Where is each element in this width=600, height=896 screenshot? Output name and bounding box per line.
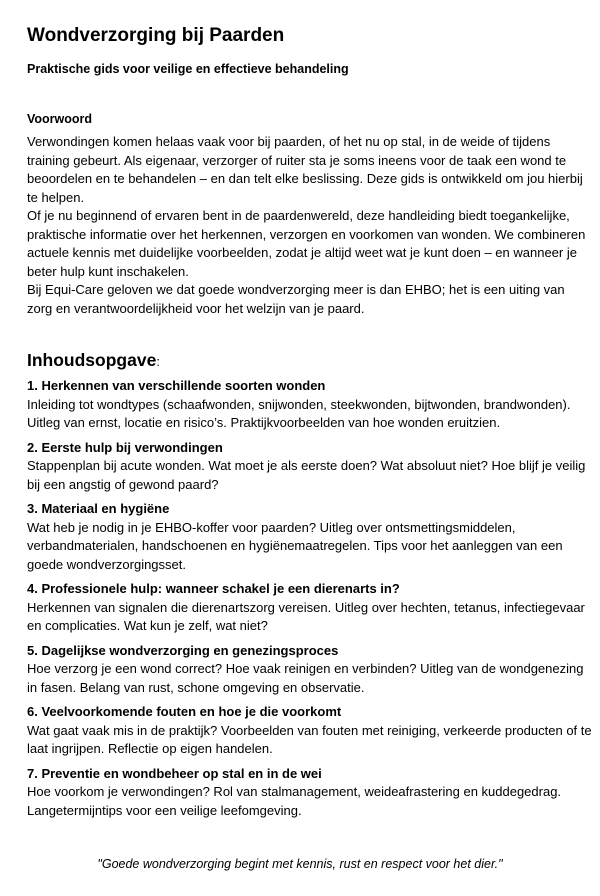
document-subtitle: Praktische gids voor veilige en effectieve behandeling [27, 62, 349, 76]
toc-heading-colon: : [156, 354, 160, 369]
toc-item [27, 377, 593, 433]
toc-item-description: Wat gaat vaak mis in de praktijk? Voorbeelden van fouten met reiniging, verkeerde producten of te laat ingrijpen. Reflectie op eigen handelen. [27, 722, 592, 756]
toc-item-title: 6. Veelvoorkomende fouten en hoe je die voorkomt [27, 704, 342, 719]
toc-item-description: Hoe voorkom je verwondingen? Rol van stalmanagement, weideafrastering en kuddegedrag. Langetermijntips voor een veilige leefomgeving. [27, 784, 562, 818]
document-title: Wondverzorging bij Paarden [27, 25, 285, 46]
toc-item-title: 5. Dagelijkse wondverzorging en genezingsproces [27, 642, 339, 658]
toc-item [27, 765, 593, 821]
foreword-paragraph: Verwondingen komen helaas vaak voor bij paarden, of het nu op stal, in de weide of tijdens training gebeurt. Als eigenaar, verzorger of ruiter sta je soms ineens voor de taak een wond te beoordelen en te behandelen – en dan telt elke beslissing. Deze gids is ontwikkeld om jou hierbij te helpen. [27, 134, 583, 205]
toc-item-title: 1. Herkennen van verschillende soorten wonden [27, 378, 326, 393]
toc-item-description: Stappenplan bij acute wonden. Wat moet je als eerste doen? Wat absoluut niet? Hoe blijf je veilig bij een angstig of gewond paard? [27, 458, 586, 492]
toc-item-title: 2. Eerste hulp bij verwondingen [27, 439, 223, 455]
toc-item-title: 7. Preventie en wondbeheer op stal en in de wei [27, 765, 322, 781]
toc-heading [27, 349, 593, 373]
toc-item-title: 3. Materiaal en hygiëne [27, 501, 170, 516]
toc-item [27, 500, 593, 574]
toc-item-description: Herkennen van signalen die dierenartszorg vereisen. Uitleg over hechten, tetanus, infectiegevaar en complicaties. Wat kun je zelf, wat niet? [27, 599, 585, 633]
toc-item-description: Inleiding tot wondtypes (schaafwonden, snijwonden, steekwonden, bijtwonden, brandwonden). Uitleg van ernst, locatie en risico’s. Praktijkvoorbeelden van hoe wonden eruitzien. [27, 396, 571, 430]
toc-heading-text: Inhoudsopgave [27, 350, 157, 370]
foreword-heading: Voorwoord [27, 112, 93, 126]
foreword-text [27, 133, 593, 318]
toc-item-description: Wat heb je nodig in je EHBO-koffer voor paarden? Uitleg over ontsmettingsmiddelen, verbandmaterialen, handschoenen en hygiënemaatregelen. Tips voor het aanleggen van een goede wondverzorgingsset. [27, 519, 563, 572]
toc-item [27, 580, 593, 636]
closing-quote: "Goede wondverzorging begint met kennis, rust en respect voor het dier." [97, 857, 503, 871]
toc-item [27, 642, 593, 698]
toc-list [27, 377, 593, 820]
toc-item [27, 703, 593, 759]
foreword-paragraph: Bij Equi-Care geloven we dat goede wondverzorging meer is dan EHBO; het is een uiting van zorg en verantwoordelijkheid voor het welzijn van je paard. [27, 282, 565, 316]
foreword-paragraph: Of je nu beginnend of ervaren bent in de paardenwereld, deze handleiding biedt toegankelijke, praktische informatie over het herkennen, verzorgen en voorkomen van wonden. We combineren actuele kennis met duidelijke voorbeelden, zodat je altijd weet wat je kunt doen – en wanneer je beter hulp kunt inschakelen. [27, 208, 586, 279]
toc-item [27, 439, 593, 495]
toc-item-title: 4. Professionele hulp: wanneer schakel je een dierenarts in? [27, 581, 400, 596]
toc-item-description: Hoe verzorg je een wond correct? Hoe vaak reinigen en verbinden? Uitleg van de wondgenezing in fasen. Belang van rust, schone omgeving en observatie. [27, 661, 584, 695]
